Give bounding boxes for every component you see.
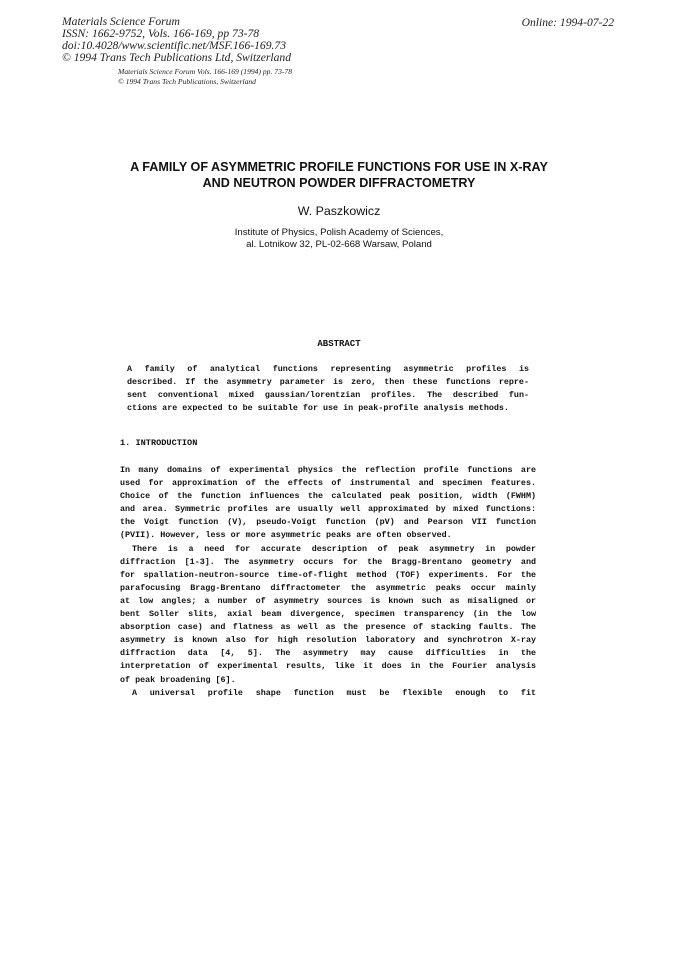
body-line: (PVII). However, less or more asymmetric peaks are often observed.: [120, 530, 452, 541]
body-line: There is a need for accurate description of peak asymmetry in powder: [132, 543, 536, 554]
online-date: Online: 1994-07-22: [521, 16, 614, 29]
metadata-line: ISSN: 1662-9752, Vols. 166-169, pp 73-78: [62, 27, 260, 40]
paper-title: [100, 159, 578, 191]
body-line: interpretation of experimental results, like it does in the Fourier analysis: [120, 661, 536, 672]
abstract-text: [127, 363, 529, 415]
body-line: used for approximation of the effects of instrumental and specimen features.: [120, 478, 536, 489]
abstract-line: ctions are expected to be suitable for use in peak-profile analysis methods.: [127, 403, 509, 414]
author-name: W. Paszkowicz: [297, 204, 381, 218]
title-line: AND NEUTRON POWDER DIFFRACTOMETRY: [202, 176, 476, 190]
body-line: for spallation-neutron-source time-of-flight method (TOF) experiments. For the: [120, 569, 536, 580]
body-line: asymmetry is known also for high resolution laboratory and synchrotron X-ray: [120, 635, 536, 646]
section-heading-introduction: 1. INTRODUCTION: [120, 438, 198, 448]
body-line: the Voigt function (V), pseudo-Voigt function (pV) and Pearson VII function: [120, 517, 536, 528]
publication-metadata: [62, 16, 291, 64]
body-line: of peak broadening [6].: [120, 674, 236, 685]
journal-line: © 1994 Trans Tech Publications, Switzerland: [118, 77, 256, 86]
abstract-heading: ABSTRACT: [317, 339, 361, 349]
title-line: A FAMILY OF ASYMMETRIC PROFILE FUNCTIONS FOR USE IN X-RAY: [130, 160, 548, 174]
metadata-line: Materials Science Forum: [62, 15, 180, 28]
abstract-line: A family of analytical functions representing asymmetric profiles is: [127, 364, 529, 374]
metadata-line: © 1994 Trans Tech Publications Ltd, Switzerland: [62, 51, 292, 64]
body-line: bent Soller slits, axial beam divergence, specimen transparency (in the low: [120, 609, 536, 620]
body-line: In many domains of experimental physics the reflection profile functions are: [120, 465, 536, 475]
body-line: diffraction [1-3]. The asymmetry occurs for the Bragg-Brentano geometry and: [120, 556, 536, 567]
affiliation-line: al. Lotnikow 32, PL-02-668 Warsaw, Poland: [246, 239, 432, 250]
introduction-text: [120, 464, 536, 700]
affiliation-line: Institute of Physics, Polish Academy of Sciences,: [234, 227, 444, 238]
body-line: absorption case) and flatness as well as the presence of stacking faults. The: [120, 622, 536, 633]
affiliation: [100, 227, 578, 251]
abstract-line: sent conventional mixed gaussian/lorentzian profiles. The described fun-: [127, 390, 529, 401]
body-line: diffraction data [4, 5]. The asymmetry may cause difficulties in the: [120, 648, 536, 659]
body-line: at low angles; a number of asymmetry sources is known such as misaligned or: [120, 595, 536, 606]
body-line: A universal profile shape function must be flexible enough to fit: [132, 687, 536, 698]
journal-line: Materials Science Forum Vols. 166-169 (1994) pp. 73-78: [118, 67, 292, 76]
abstract-line: described. If the asymmetry parameter is zero, then these functions repre-: [127, 377, 529, 388]
metadata-line: doi:10.4028/www.scientific.net/MSF.166-169.73: [62, 39, 287, 52]
body-line: parafocusing Bragg-Brentano diffractometer the asymmetric peaks occur mainly: [120, 582, 536, 593]
journal-header: [118, 67, 292, 87]
body-line: and area. Symmetric profiles are usually well approximated by mixed functions:: [120, 504, 536, 515]
body-line: Choice of the function influences the calculated peak position, width (FWHM): [120, 491, 536, 502]
